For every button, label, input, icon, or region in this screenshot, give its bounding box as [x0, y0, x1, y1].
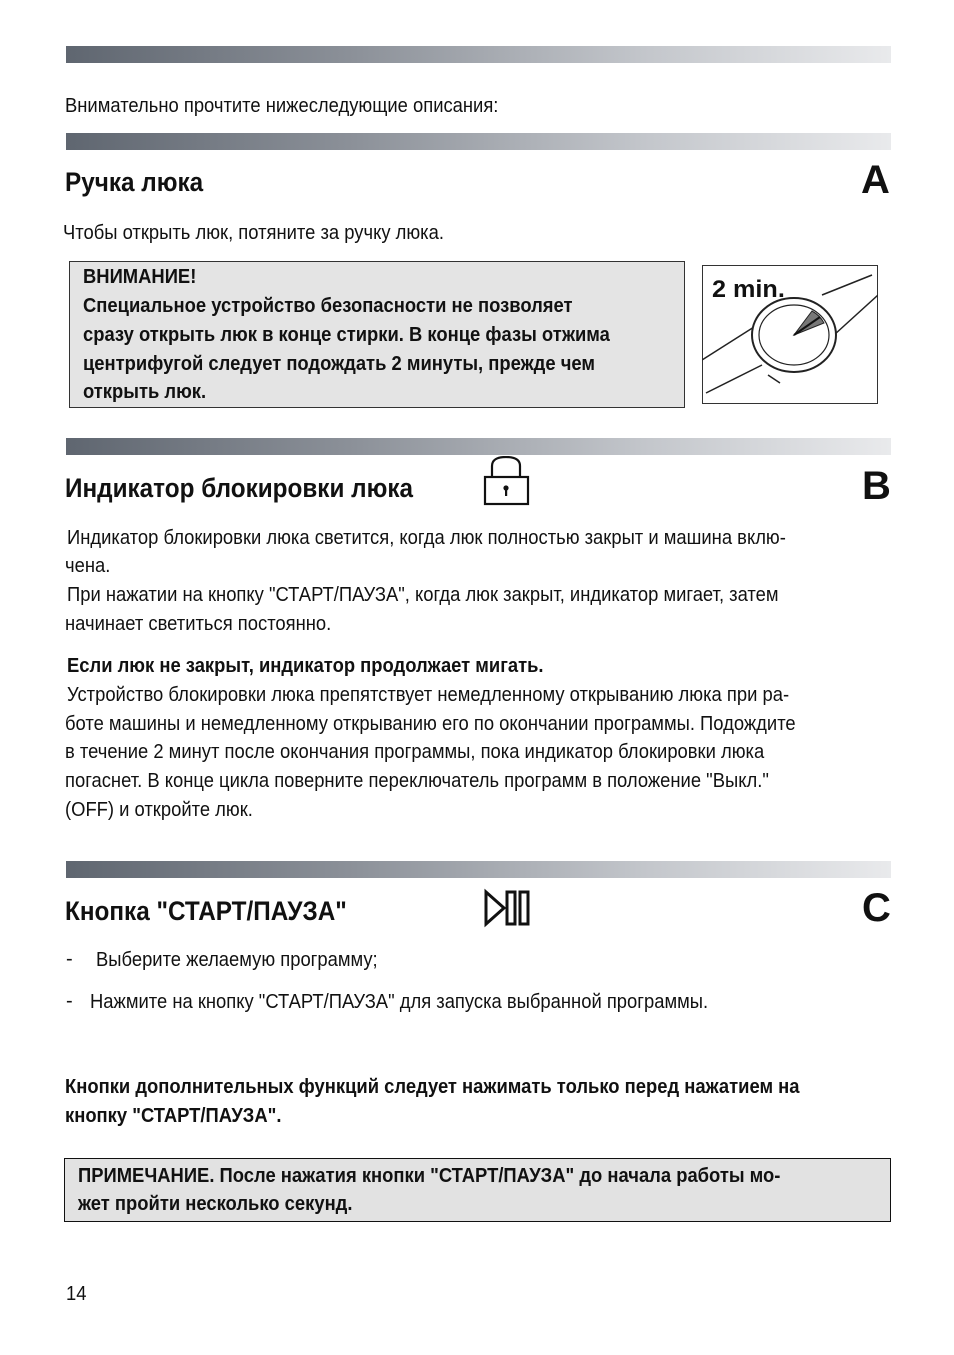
section-divider [66, 861, 891, 878]
section-divider [66, 46, 891, 63]
paragraph-line: боте машины и немедленному открыванию его по окончании программы. Подождите [65, 713, 796, 735]
play-pause-icon [482, 888, 534, 928]
note-line: ПРИМЕЧАНИЕ. После нажатия кнопки "СТАРТ/ПАУЗА" до начала работы мо- [78, 1165, 781, 1187]
paragraph-line: (OFF) и откройте люк. [65, 799, 253, 821]
section-b-letter: B [862, 464, 891, 508]
warning-box [69, 261, 685, 408]
bullet-item: Выберите желаемую программу; [96, 949, 378, 971]
section-c-title: Кнопка "СТАРТ/ПАУЗА" [65, 896, 347, 926]
warning-line: центрифугой следует подождать 2 минуты, прежде чем [83, 353, 595, 375]
watch-illustration [702, 265, 878, 404]
paragraph-line: чена. [65, 555, 111, 577]
bold-notice: Если люк не закрыт, индикатор продолжает мигать. [67, 655, 544, 677]
watch-label: 2 min. [712, 276, 785, 303]
paragraph-line: Индикатор блокировки люка светится, когда люк полностью закрыт и машина вклю- [67, 527, 786, 549]
section-b-title: Индикатор блокировки люка [65, 473, 414, 503]
intro-text: Внимательно прочтите нижеследующие описания: [65, 95, 499, 117]
warning-line: открыть люк. [83, 381, 207, 403]
paragraph-line: При нажатии на кнопку "СТАРТ/ПАУЗА", когда люк закрыт, индикатор мигает, затем [67, 584, 779, 606]
section-divider [66, 133, 891, 150]
note-box [64, 1158, 891, 1222]
warning-line: сразу открыть люк в конце стирки. В конце фазы отжима [83, 324, 610, 346]
paragraph-line: в течение 2 минут после окончания программы, пока индикатор блокировки люка [65, 741, 765, 763]
section-c-letter: C [862, 886, 891, 930]
bullet-marker: - [66, 948, 73, 970]
page-number: 14 [66, 1283, 87, 1305]
bullet-item: Нажмите на кнопку "СТАРТ/ПАУЗА" для запуска выбранной программы. [90, 991, 709, 1013]
section-a-letter: A [861, 158, 890, 202]
bold-notice: кнопку "СТАРТ/ПАУЗА". [65, 1105, 282, 1127]
warning-line: Специальное устройство безопасности не позволяет [83, 295, 573, 317]
section-divider [66, 438, 891, 455]
section-a-text: Чтобы открыть люк, потяните за ручку люка. [63, 222, 444, 244]
paragraph-line: Устройство блокировки люка препятствует немедленному открыванию люка при ра- [67, 684, 790, 706]
padlock-icon [482, 456, 532, 506]
warning-heading: ВНИМАНИЕ! [83, 266, 197, 288]
bold-notice: Кнопки дополнительных функций следует нажимать только перед нажатием на [65, 1076, 800, 1098]
watch-icon [702, 265, 878, 404]
paragraph-line: погаснет. В конце цикла поверните переключатель программ в положение "Выкл." [65, 770, 769, 792]
bullet-marker: - [66, 990, 73, 1012]
section-a-title: Ручка люка [65, 167, 204, 197]
note-line: жет пройти несколько секунд. [78, 1193, 353, 1215]
paragraph-line: начинает светиться постоянно. [65, 613, 332, 635]
